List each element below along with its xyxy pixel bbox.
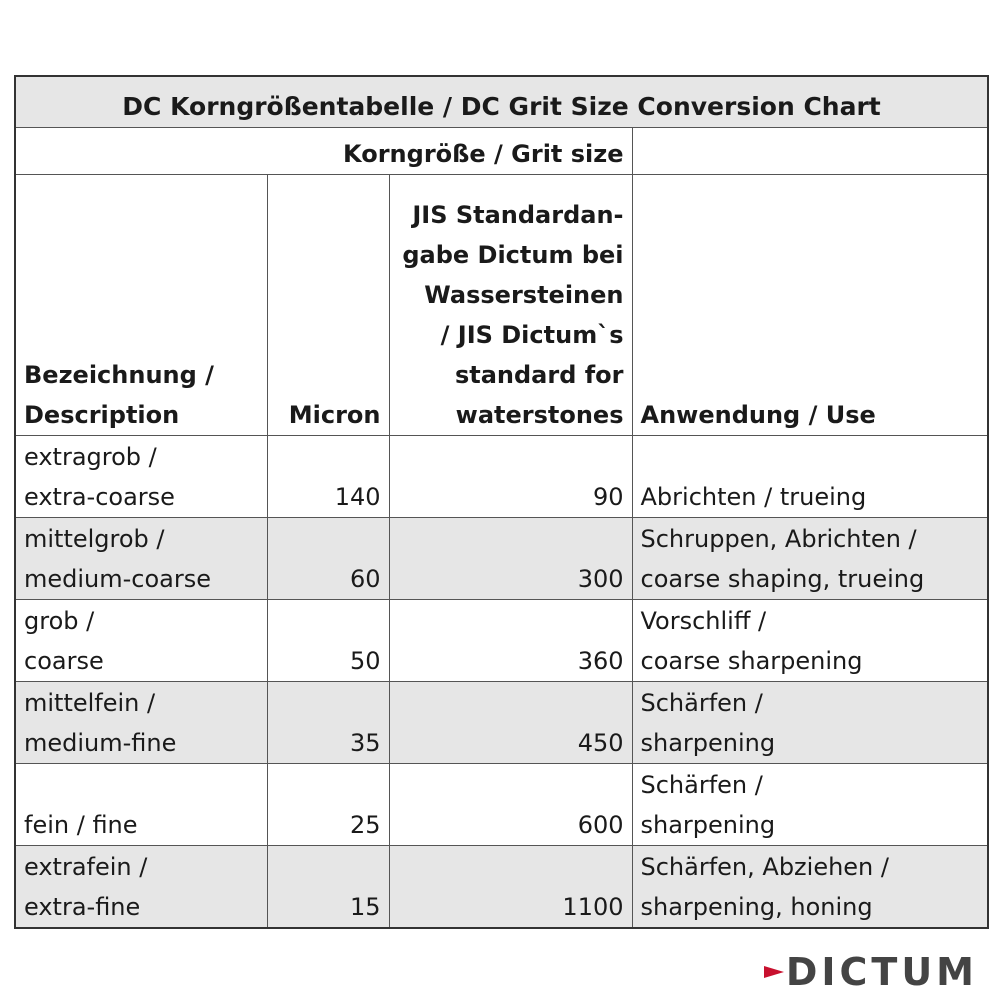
header-use: Anwendung / Use <box>632 175 988 436</box>
row-micron: 15 <box>267 846 389 929</box>
row-micron: 50 <box>267 600 389 682</box>
row-micron: 25 <box>267 764 389 846</box>
row-use: Schärfen, Abziehen / sharpening, honing <box>632 846 988 929</box>
row-description: mittelfein / medium-fine <box>15 682 267 764</box>
header-description: Bezeichnung / Description <box>15 175 267 436</box>
row-description: extragrob / extra-coarse <box>15 436 267 518</box>
grit-size-label: Korngröße / Grit size <box>15 128 632 175</box>
table-row <box>15 764 988 846</box>
row-description: grob / coarse <box>15 600 267 682</box>
header-jis: JIS Standardan- gabe Dictum bei Wassersteinen / JIS Dictum`s standard for waterstones <box>389 175 632 436</box>
subheader-row <box>15 128 988 175</box>
table-row <box>15 518 988 600</box>
table-title: DC Korngrößentabelle / DC Grit Size Conversion Chart <box>15 76 988 128</box>
row-jis: 360 <box>389 600 632 682</box>
table-row <box>15 846 988 929</box>
row-jis: 300 <box>389 518 632 600</box>
row-description: extrafein / extra-fine <box>15 846 267 929</box>
row-use: Vorschliff / coarse sharpening <box>632 600 988 682</box>
header-row <box>15 175 988 436</box>
logo-triangle <box>764 966 784 978</box>
logo-mark-icon <box>764 960 784 984</box>
table-row <box>15 436 988 518</box>
title-row <box>15 76 988 128</box>
row-description: mittelgrob / medium-coarse <box>15 518 267 600</box>
row-micron: 60 <box>267 518 389 600</box>
subheader-empty <box>632 128 988 175</box>
row-use: Schruppen, Abrichten / coarse shaping, trueing <box>632 518 988 600</box>
row-micron: 140 <box>267 436 389 518</box>
row-use: Schärfen / sharpening <box>632 764 988 846</box>
logo-wordmark: DICTUM <box>785 950 978 994</box>
row-micron: 35 <box>267 682 389 764</box>
row-jis: 1100 <box>389 846 632 929</box>
row-jis: 450 <box>389 682 632 764</box>
table-row <box>15 600 988 682</box>
row-description: fein / fine <box>15 764 267 846</box>
row-use: Schärfen / sharpening <box>632 682 988 764</box>
grit-size-table <box>14 75 989 929</box>
row-jis: 90 <box>389 436 632 518</box>
table-row <box>15 682 988 764</box>
dictum-logo <box>764 950 978 994</box>
header-micron: Micron <box>267 175 389 436</box>
row-jis: 600 <box>389 764 632 846</box>
row-use: Abrichten / trueing <box>632 436 988 518</box>
